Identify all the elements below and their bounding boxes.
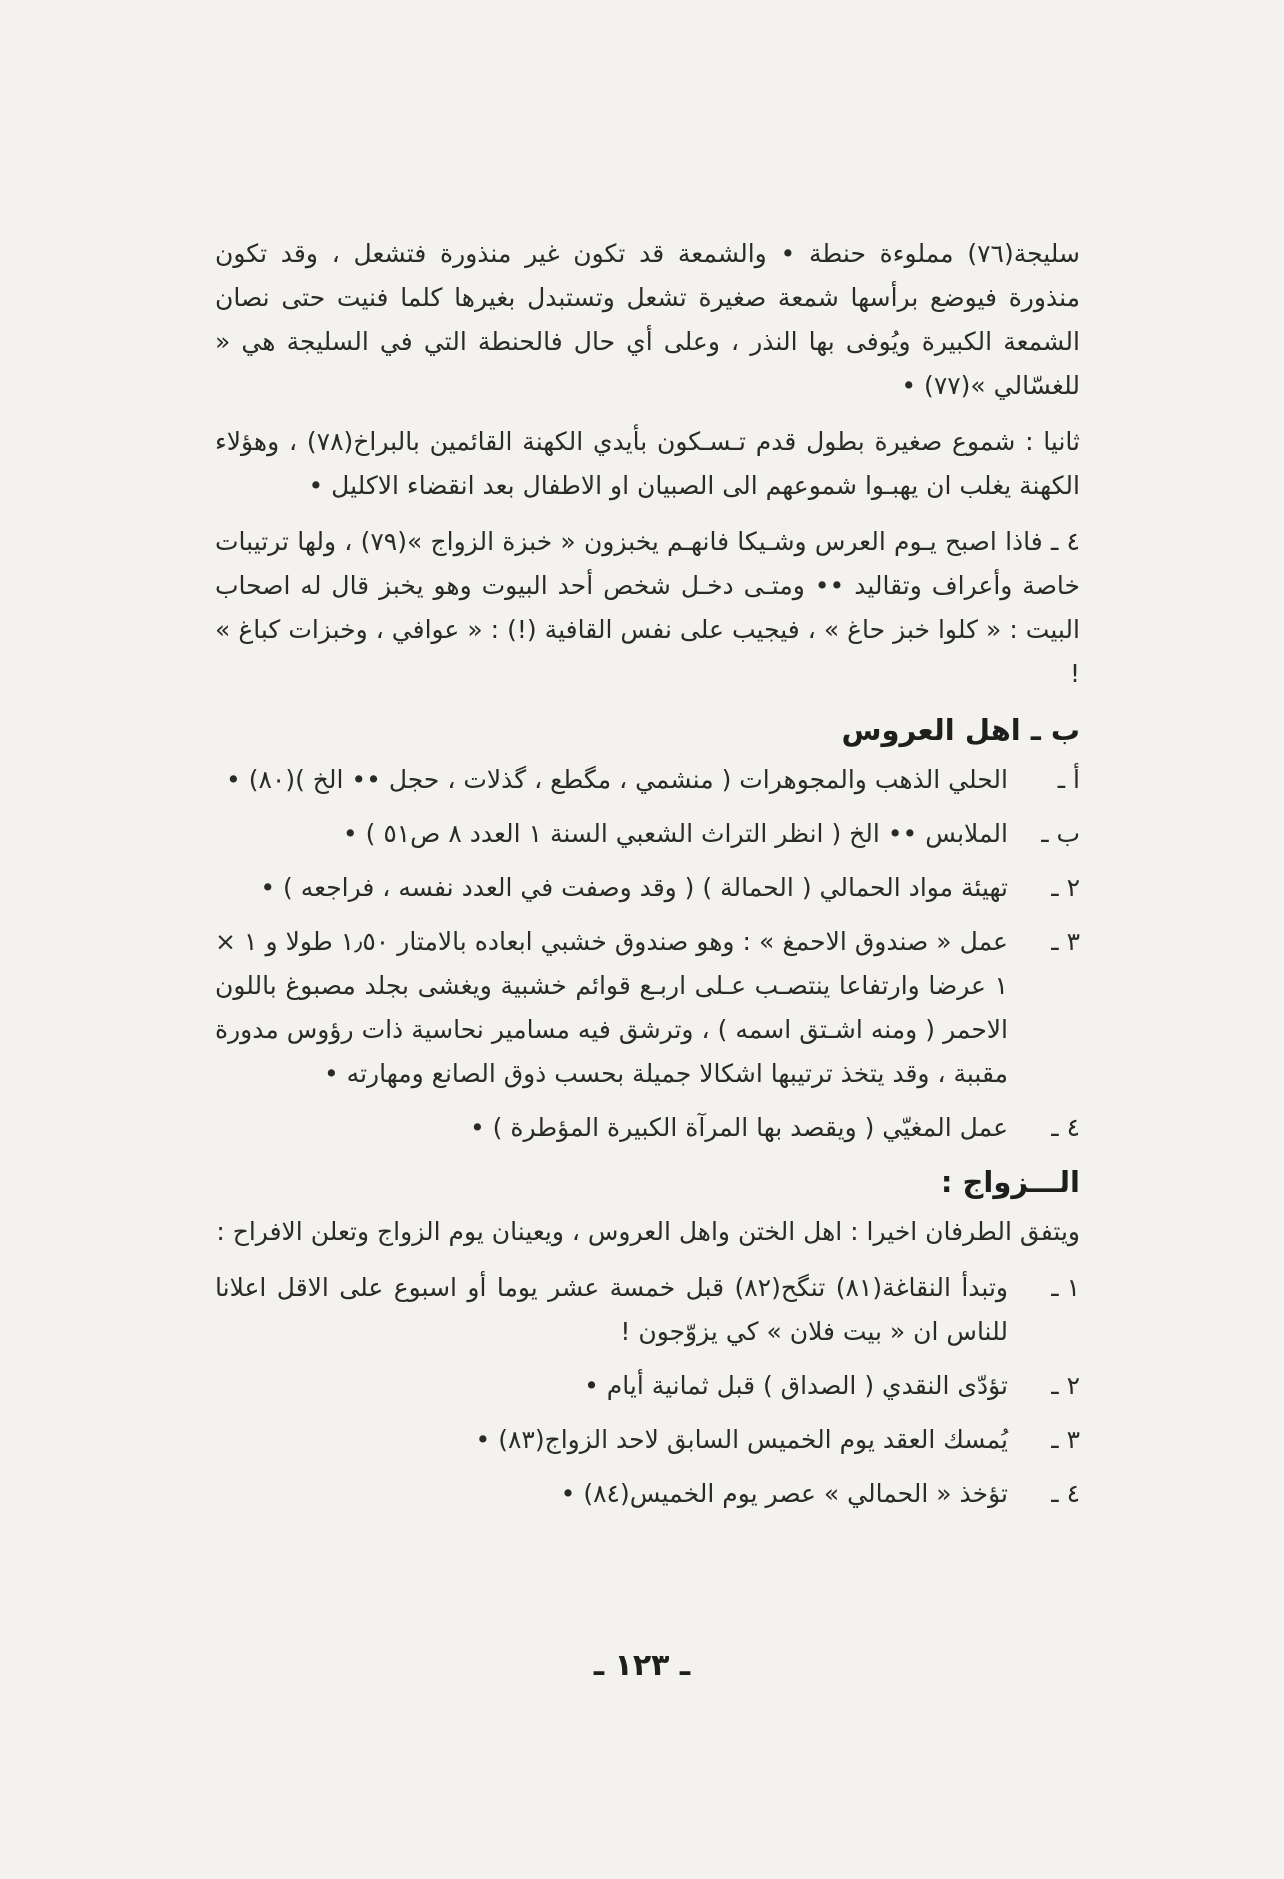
list-item-b [215, 812, 1080, 856]
marriage-intro: ويتفق الطرفان اخيرا : اهل الختن واهل العروس ، ويعينان يوم الزواج وتعلن الافراح : [216, 1217, 1080, 1246]
list-item-text: عمل « صندوق الاحمغ » : وهو صندوق خشبي ابعاده بالامتار ١٫٥٠ طولا و ١ × ١ عرضا وارتفاعا ينتصـب عـلى اربـع قوائم خشبية ويغشى بجلد مصبوغ باللون الاحمر ( ومنه اشـتق اسمه ) ، وترشق فيه مسامير نحاسية ذات رؤوس مدورة مقببة ، وقد يتخذ ترتيبها اشكالا جميلة بحسب ذوق الصانع ومهارته • [215, 927, 1008, 1088]
marriage-item-4 [215, 1472, 1080, 1516]
marriage-item-3 [215, 1418, 1080, 1462]
list-marker: ٢ ـ [1051, 873, 1080, 902]
list-item-text: الحلي الذهب والمجوهرات ( منشمي ، مگطع ، گذلات ، حجل •• الخ )(٨٠) • [226, 765, 1008, 794]
section-heading-bride-family: ب ـ اهل العروس [841, 713, 1080, 747]
marriage-item-2 [215, 1364, 1080, 1408]
list-item-text: تؤدّى النقدي ( الصداق ) قبل ثمانية أيام • [584, 1371, 1008, 1400]
list-item-text: عمل المغيّي ( ويقصد بها المرآة الكبيرة المؤطرة ) • [469, 1113, 1008, 1142]
list-item-2 [215, 866, 1080, 910]
list-marker: ب ـ [1041, 819, 1080, 848]
list-item-text: الملابس •• الخ ( انظر التراث الشعبي السنة ١ العدد ٨ ص٥١ ) • [342, 819, 1008, 848]
section-heading-marriage: الـــزواج : [940, 1165, 1080, 1199]
list-marker: ٢ ـ [1051, 1371, 1080, 1400]
list-item-text: تهيئة مواد الحمالي ( الحمالة ) ( وقد وصفت في العدد نفسه ، فراجعه ) • [260, 873, 1008, 902]
list-marker: أ ـ [1057, 765, 1080, 794]
list-item-text: تؤخذ « الحمالي » عصر يوم الخميس(٨٤) • [560, 1479, 1008, 1508]
list-marker: ١ ـ [1051, 1273, 1080, 1302]
list-item-a [215, 758, 1080, 802]
list-marker: ٤ ـ [1051, 1479, 1080, 1508]
page-number: ـ ١٢٣ ـ [593, 1648, 691, 1683]
list-item-3 [215, 920, 1080, 1096]
list-item-4 [215, 1106, 1080, 1150]
paragraph-3: ٤ ـ فاذا اصبح يـوم العرس وشـيكا فانهـم يخبزون « خبزة الزواج »(٧٩) ، ولها ترتيبات خاصة وأعراف وتقاليد •• ومتـى دخـل شخص أحد البيوت وهو يخبز قال له اصحاب البيت : « كلوا خبز حاغ » ، فيجيب على نفس القافية (!) : « عوافي ، وخبزات كباغ » ! [215, 527, 1080, 688]
list-marker: ٣ ـ [1051, 1425, 1080, 1454]
paragraph-2: ثانيا : شموع صغيرة بطول قدم تـسـكون بأيدي الكهنة القائمين بالبراخ(٧٨) ، وهؤلاء الكهنة يغلب ان يهبـوا شموعهم الى الصبيان او الاطفال بعد انقضاء الاكليل • [215, 427, 1081, 500]
list-item-text: وتبدأ النقاغة(٨١) تنگح(٨٢) قبل خمسة عشر يوما أو اسبوع على الاقل اعلانا للناس ان « بيت فلان » كي يزوّجون ! [215, 1273, 1008, 1346]
list-marker: ٤ ـ [1051, 1113, 1080, 1142]
paragraph-1: سليجة(٧٦) مملوءة حنطة • والشمعة قد تكون غير منذورة فتشعل ، وقد تكون منذورة فيوضع برأسها شمعة صغيرة تشعل وتستبدل بغيرها كلما فنيت حتى نصان الشمعة الكبيرة ويُوفى بها النذر ، وعلى أي حال فالحنطة التي في السليجة هي « للغسّالي »(٧٧) • [215, 239, 1080, 400]
list-marker: ٣ ـ [1051, 927, 1080, 956]
marriage-item-1 [215, 1266, 1080, 1354]
list-item-text: يُمسك العقد يوم الخميس السابق لاحد الزواج(٨٣) • [475, 1425, 1008, 1454]
page-text [215, 232, 1080, 1526]
